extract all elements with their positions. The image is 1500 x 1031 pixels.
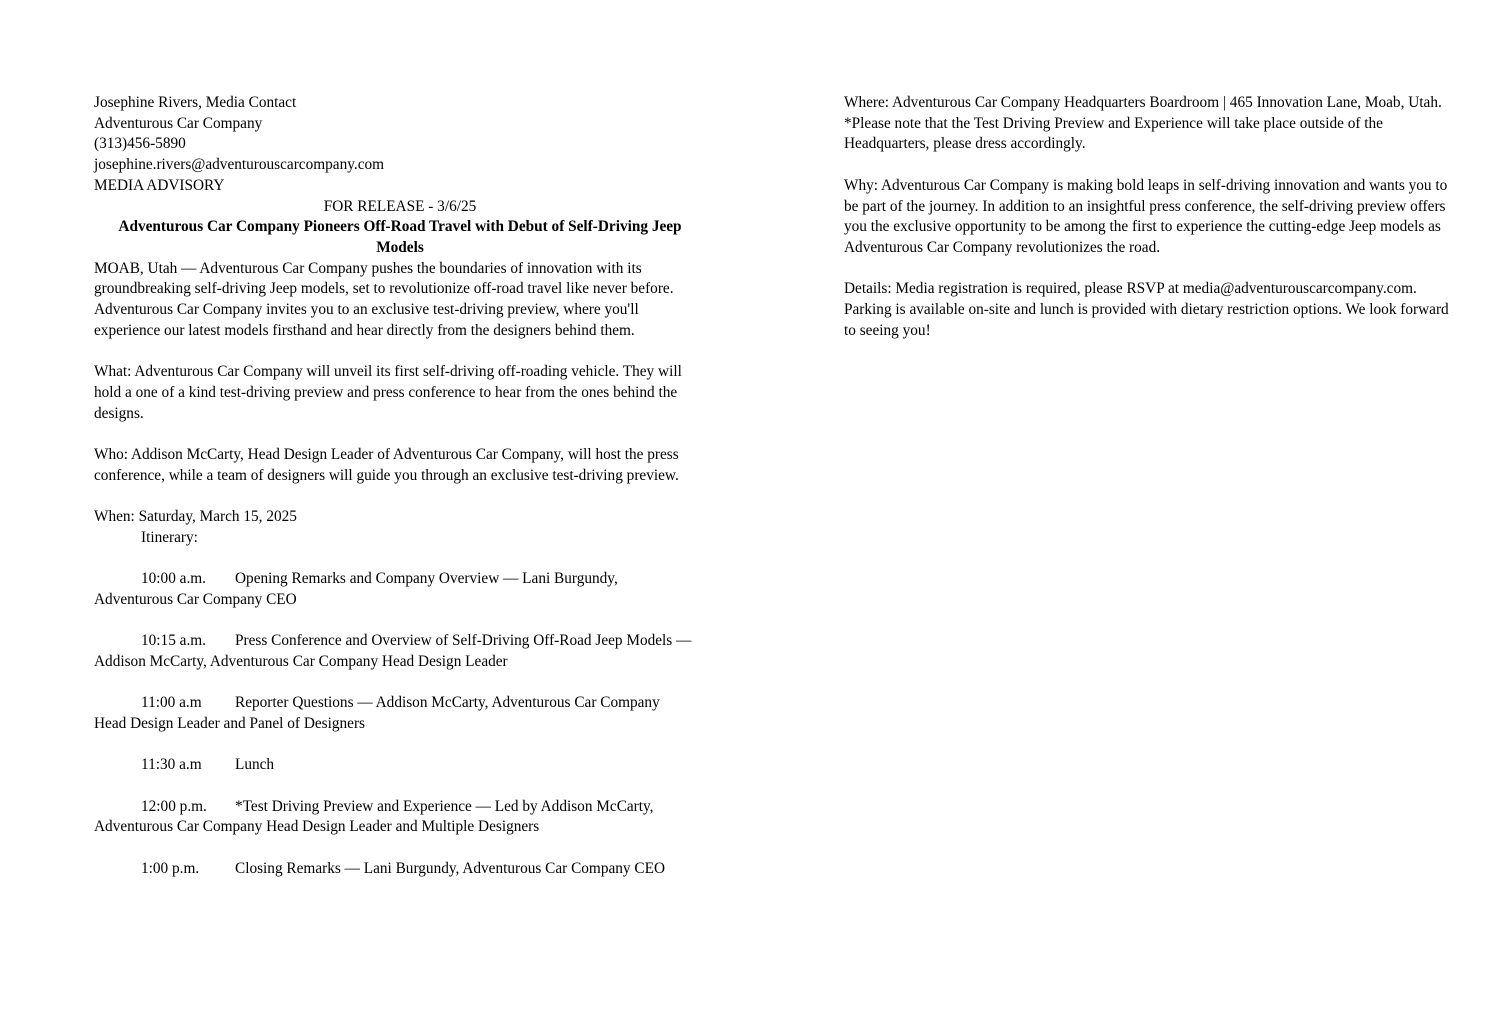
what-paragraph: What: Adventurous Car Company will unveil its first self-driving off-roading vehicle. They will hold a one of a kind test-driving preview and press conference to hear from the ones behind the designs. xyxy=(94,363,682,422)
where-paragraph: Where: Adventurous Car Company Headquarters Boardroom | 465 Innovation Lane, Moab, Utah. *Please note that the Test Driving Preview and Experience will take place outside of the Headquarters, please dress accordingly. xyxy=(844,94,1442,153)
itinerary-time: 11:30 a.m xyxy=(141,756,202,774)
itinerary-item xyxy=(94,755,706,776)
itinerary-item xyxy=(94,569,706,610)
itinerary-item xyxy=(94,797,706,838)
itinerary-time: 11:00 a.m xyxy=(141,694,202,712)
details-paragraph: Details: Media registration is required, please RSVP at media@adventurouscarcompany.com. Parking is available on-site and lunch is provided with dietary restriction options. We look forward to seeing you! xyxy=(844,280,1449,339)
itinerary-time: 10:15 a.m. xyxy=(141,632,207,650)
contact-phone: (313)456-5890 xyxy=(94,135,186,153)
when-line: When: Saturday, March 15, 2025 xyxy=(94,508,297,526)
itinerary-item xyxy=(94,859,706,880)
who-paragraph: Who: Addison McCarty, Head Design Leader of Adventurous Car Company, will host the press conference, while a team of designers will guide you through an exclusive test-driving preview. xyxy=(94,445,679,484)
itinerary-time: 1:00 p.m. xyxy=(141,859,200,877)
itinerary-label: Itinerary: xyxy=(141,528,198,546)
contact-name: Josephine Rivers, Media Contact xyxy=(94,94,297,111)
itinerary-description: Closing Remarks — Lani Burgundy, Adventurous Car Company CEO xyxy=(235,859,665,877)
itinerary-description-continued: Adventurous Car Company CEO xyxy=(94,590,297,608)
itinerary-time: 10:00 a.m. xyxy=(141,570,207,588)
release-date: FOR RELEASE - 3/6/25 xyxy=(323,197,477,215)
itinerary-description-continued: Addison McCarty, Adventurous Car Company Head Design Leader xyxy=(94,652,508,670)
doc-type: MEDIA ADVISORY xyxy=(94,176,225,194)
itinerary-description: Lunch xyxy=(235,756,275,774)
itinerary-description: Reporter Questions — Addison McCarty, Adventurous Car Company xyxy=(235,694,660,712)
why-paragraph: Why: Adventurous Car Company is making bold leaps in self-driving innovation and wants you to be part of the journey. In addition to an insightful press conference, the self-driving preview offers you the exclusive opportunity to be among the first to experience the cutting-edge Jeep models as Adventurous Car Company revolutionizes the road. xyxy=(844,176,1448,256)
itinerary-item xyxy=(94,631,706,672)
itinerary-description-continued: Head Design Leader and Panel of Designers xyxy=(94,715,365,732)
right-page xyxy=(844,93,1454,341)
itinerary-list xyxy=(94,548,706,879)
itinerary-description: Press Conference and Overview of Self-Driving Off-Road Jeep Models — xyxy=(235,632,692,650)
itinerary-description-continued: Adventurous Car Company Head Design Leader and Multiple Designers xyxy=(94,818,540,836)
intro-paragraph: MOAB, Utah — Adventurous Car Company pushes the boundaries of innovation with its groundbreaking self-driving Jeep models, set to revolutionize off-road travel like never before. Adventurous Car Company invites you to an exclusive test-driving preview, where you'll experience our latest models firsthand and hear directly from the designers behind them. xyxy=(94,259,674,339)
itinerary-description: *Test Driving Preview and Experience — Led by Addison McCarty, xyxy=(235,797,654,815)
itinerary-time: 12:00 p.m. xyxy=(141,797,207,815)
left-page xyxy=(94,93,706,880)
contact-email: josephine.rivers@adventurouscarcompany.com xyxy=(94,156,385,174)
itinerary-description: Opening Remarks and Company Overview — Lani Burgundy, xyxy=(235,570,618,588)
contact-company: Adventurous Car Company xyxy=(94,114,263,132)
contact-block xyxy=(94,93,706,176)
headline: Adventurous Car Company Pioneers Off-Road Travel with Debut of Self-Driving Jeep Models xyxy=(118,218,682,256)
itinerary-item xyxy=(94,693,706,734)
